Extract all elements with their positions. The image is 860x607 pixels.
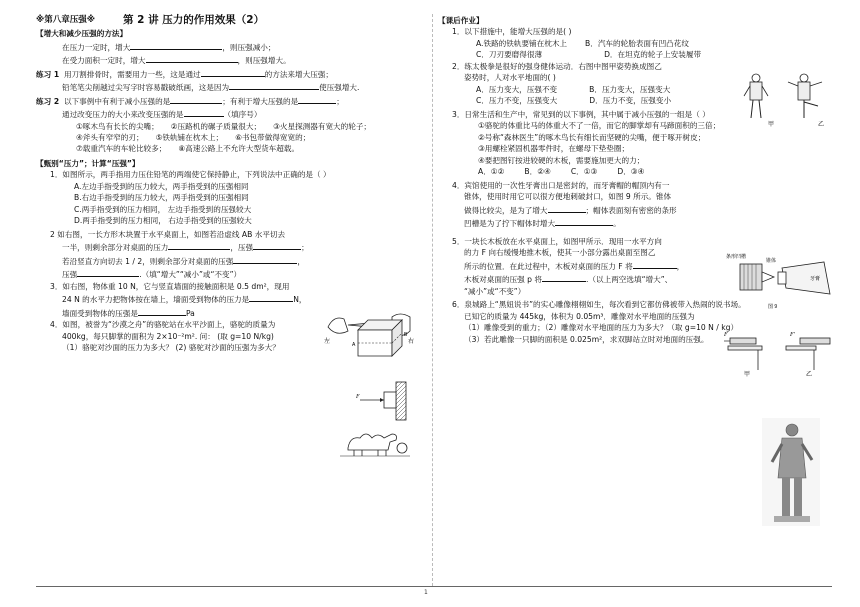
fill-blank[interactable]	[233, 255, 297, 264]
label-jia: 甲	[768, 122, 775, 128]
option[interactable]: B．②④	[524, 167, 551, 177]
homework-question-5-line-2: 的力 F 向右缓慢地推木板，使其一小部分露出桌面至图乙	[464, 248, 656, 258]
homework-question-4-line-3: 做得比较尖，是为了增大 ；帽体表面刻有密密的条形	[464, 205, 677, 215]
statue-photo	[762, 418, 820, 526]
figure-caption: 图 9	[768, 304, 778, 310]
question-3-line-3: 墙面受到物体的压强是 Pa	[62, 308, 195, 318]
fill-blank[interactable]	[249, 293, 293, 302]
homework-question-4-line-2: 锥体，使用时用它可以很方便地刺破封口，如图 9 所示。锥体	[464, 192, 672, 202]
label-groove: 条形凹槽	[726, 254, 747, 260]
section-title-methods: 【增大和减少压强的方法】	[36, 29, 128, 39]
fill-blank[interactable]	[77, 268, 139, 277]
option[interactable]: B.右边手指受到的压力较大，两手指受到的压强相同	[74, 193, 249, 203]
homework-question-4-line-4: 凹槽是为了拧下帽体时增大 。	[464, 219, 621, 229]
chapter-label: ※第八章压强※	[36, 15, 96, 26]
homework-question-1-options	[438, 39, 833, 60]
homework-question-6-line-3: （1）雕像受到的重力；（2）雕像对水平地面的压力为多大？（取 g=10 N / kg）	[464, 323, 739, 333]
option[interactable]: A.左边手指受到的压力较大，两手指受到的压强相同	[74, 181, 249, 191]
option[interactable]: D．压力不变，压强变小	[589, 96, 672, 106]
question-3: 3．如右图，物体重 10 N，它与竖直墙面的接触面积是 0.5 dm²，现用	[50, 281, 290, 291]
option[interactable]: A.铁路的铁轨要铺在枕木上	[476, 38, 568, 48]
homework-question-2: 2．练太极拳是很好的强身健体运动．右图中图甲姿势换成图乙	[452, 61, 662, 71]
question-4-line-3: （1）骆驼对沙面的压力为多大？ (2) 骆驼对沙面的压强为多大？	[62, 343, 280, 353]
option[interactable]: D.两手指受到的压力相同， 右边手指受到的压强较大	[74, 216, 252, 226]
list-item: ③用螺栓紧固机器零件时，在螺母下垫垫圈；	[478, 144, 630, 154]
option[interactable]: C．压力不变，压强变大	[476, 96, 558, 106]
option[interactable]: C．刀刃要磨得很薄	[476, 50, 543, 60]
option[interactable]: D．③④	[617, 167, 645, 177]
tai-chi-figure	[742, 70, 830, 128]
homework-question-3: 3．日常生活和生产中，常见到的以下事例，其中属于减小压强的一组是（ ）	[452, 109, 710, 119]
wooden-block-figure	[352, 316, 415, 360]
label-yi: 乙	[818, 122, 825, 128]
fill-blank[interactable]	[168, 241, 230, 250]
force-label: F	[356, 394, 360, 400]
fill-blank[interactable]	[184, 108, 224, 117]
method-1: 在压力一定时，增大 ，则压强减小；	[62, 42, 276, 52]
homework-question-4: 4．宾馆使用的一次性牙膏出口是密封的，而牙膏帽的帽顶内有一	[452, 180, 670, 190]
option[interactable]: B．汽车的轮胎表面有凹凸花纹	[585, 38, 689, 48]
fill-blank[interactable]	[633, 260, 677, 269]
homework-question-3-choices	[438, 167, 833, 176]
exercise-1-line-2: 铅笔笔尖削越过尖写字时容易戳破纸画，这是因为 使压强增大.	[62, 83, 360, 93]
title-row	[36, 14, 426, 27]
homework-question-6: 6．泉城路上“黑妞说书”的实心雕像栩栩如生，每次看到它都仿佛被带入热闹的说书场。	[452, 300, 746, 310]
fill-blank[interactable]	[138, 307, 186, 316]
homework-question-5-line-3: 所示的位置．在此过程中，木板对桌面的压力 F 将 ，	[464, 261, 685, 271]
page-number: 1	[424, 589, 428, 596]
option[interactable]: C．①③	[570, 167, 598, 177]
label-toothpaste: 牙膏	[810, 276, 821, 282]
list-item: ④要把图钉按进较硬的木板，需要施加更大的力；	[478, 155, 645, 165]
exercise-2: 练习 2 以下事例中有利于减小压强的是 ；有利于增大压强的是 ；	[36, 96, 344, 106]
fill-blank[interactable]	[201, 68, 265, 77]
question-4: 4．如图，被誉为“沙漠之舟”的骆驼站在水平沙面上，骆驼的质量为	[50, 320, 276, 330]
homework-question-6-line-4: （3）若此雕像一只脚的面积是 0.025m²，求双脚站立时对地面的压强。	[464, 334, 709, 344]
wall-block-figure	[352, 380, 412, 422]
list-item: ①骆驼的体重比马的体重大不了一倍，而它的脚掌却有马蹄面积的三倍；	[478, 121, 721, 131]
right-label: 右	[408, 339, 415, 345]
question-3-line-2: 24 N 的水平力把物体按在墙上，墙面受到物体的压力是 N，	[62, 295, 307, 305]
label-a: A	[352, 342, 356, 348]
fill-blank[interactable]	[548, 204, 586, 213]
fill-blank[interactable]	[170, 95, 222, 104]
board-push-figure	[724, 326, 836, 378]
homework-question-5-line-5: “减小”或“不变”）	[464, 286, 526, 296]
option[interactable]: D．在坦克的轮子上安装履带	[604, 50, 702, 60]
label-cone: 锥体	[766, 258, 777, 264]
force-f: F	[724, 332, 728, 338]
fill-blank[interactable]	[229, 81, 319, 90]
homework-question-6-line-2: 已知它的质量为 445kg，体积为 0.05m³．雕像对水平地面的压强为	[464, 311, 695, 321]
label-b: B	[404, 332, 408, 338]
exercise-2-items-3: ⑦载重汽车的车轮比较多； ⑧高速公路上不允许大型货车超载。	[76, 144, 300, 154]
exercise-2-line-2: 通过改变压力的大小来改变压强的是 （填序号）	[62, 110, 262, 120]
force-f-prime: F′	[790, 332, 795, 338]
list-item: ②号称“森林医生”的啄木鸟长有细长而坚硬的尖嘴，便于啄开树皮；	[478, 132, 706, 142]
toothpaste-figure	[724, 248, 836, 312]
question-2-line-3: 若沿竖直方向切去 1 / 2，则剩余部分对桌面的压强 ，	[62, 256, 305, 266]
fill-blank[interactable]	[253, 241, 301, 250]
column-divider	[432, 14, 433, 586]
option[interactable]: A．①②	[478, 167, 505, 177]
question-1-options	[36, 182, 426, 226]
homework-question-1: 1．以下措施中，能增大压强的是( )	[452, 27, 572, 37]
section-title-homework: 【课后作业】	[438, 16, 484, 25]
label-yi: 乙	[806, 372, 813, 378]
fill-blank[interactable]	[146, 54, 238, 63]
fill-blank[interactable]	[298, 95, 336, 104]
option[interactable]: C.两手指受到的压力相同， 左边手指受到的压强较大	[74, 204, 252, 214]
exercise-2-items-2: ④斧头有窄窄的刃； ⑤铁轨铺在枕木上； ⑥书包带做得宽宽的；	[76, 133, 311, 142]
method-2: 在受力面积一定时，增大 ，则压强增大。	[62, 56, 291, 66]
section-title-calc: 【甄别“压力”；计算“压强”】	[36, 158, 140, 168]
question-1: 1．如图所示，两手指用力压住铅笔的两端使它保持静止，下列说法中正确的是（ ）	[50, 170, 331, 180]
fill-blank[interactable]	[130, 41, 222, 50]
homework-question-5-line-4: 木板对桌面的压强 p 将 .（以上两空选填“增大”、	[464, 275, 673, 285]
exercise-2-items-1: ①啄木鸟有长长的尖嘴； ②压路机的碾子质量很大； ③火星探测器有宽大的轮子；	[76, 121, 372, 131]
question-4-line-2: 400kg，每只脚掌的面积为 2×10⁻²m². 问： (取 g=10 N/kg)	[62, 331, 274, 341]
question-2: 2 如右图，一长方形木块置于水平桌面上，如图若沿虚线 AB 水平切去	[50, 229, 286, 239]
fill-blank[interactable]	[542, 273, 586, 282]
question-2-line-4: 压强 .（填“增大”“减小”或“不变”）	[62, 270, 242, 280]
camel-figure	[340, 428, 410, 458]
label-jia: 甲	[744, 372, 751, 378]
page-title: 第 2 讲 压力的作用效果（2）	[123, 14, 265, 26]
option[interactable]: A．压力变大，压强不变	[476, 84, 558, 94]
homework-question-5: 5．一块长木板放在水平桌面上，如图甲所示．现用一水平方向	[452, 236, 662, 246]
exercise-1: 练习 1 用刀割排骨时，需要用力一些，这是通过 的方法来增大压强；	[36, 69, 333, 79]
fill-blank[interactable]	[555, 217, 613, 226]
question-2-line-2: 一半，则剩余部分对桌面的压力 ，压强 ；	[62, 243, 309, 253]
left-label: 左	[324, 339, 331, 345]
homework-question-2-line-2: 姿势时，人对水平地面的( )	[464, 73, 556, 83]
footer-divider	[36, 586, 832, 587]
option[interactable]: B．压力变大，压强变大	[589, 84, 671, 94]
